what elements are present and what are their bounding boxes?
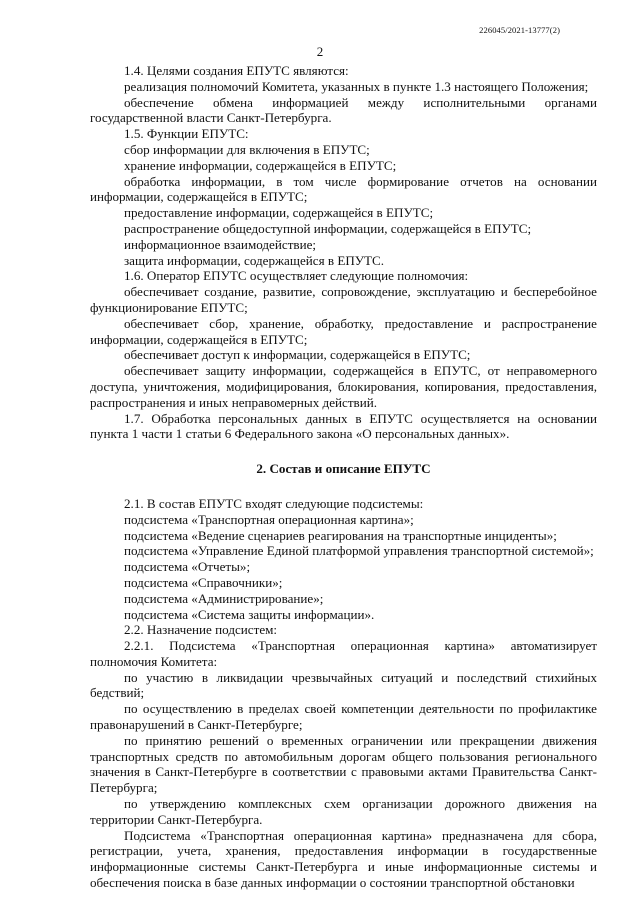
document-body bbox=[90, 63, 597, 891]
paragraph: обеспечивает создание, развитие, сопровождение, эксплуатацию и бесперебойное функционирование ЕПУТС; bbox=[90, 284, 597, 315]
paragraph: по утверждению комплексных схем организации дорожного движения на территории Санкт-Петербурга. bbox=[90, 796, 597, 827]
paragraph: реализация полномочий Комитета, указанных в пункте 1.3 настоящего Положения; bbox=[124, 78, 589, 94]
paragraph: Подсистема «Транспортная операционная картина» предназначена для сбора, регистрации, учета, хранения, предоставления информации в государственные информационные системы Санкт-Петербурга и иные информационные системы и обеспечения поиска в базе данных информации о состоянии транспортной обстановки bbox=[90, 827, 597, 891]
paragraph: 2.2. Назначение подсистем: bbox=[124, 622, 278, 638]
paragraph: 1.7. Обработка персональных данных в ЕПУТС осуществляется на основании пункта 1 части 1 статьи 6 Федерального закона «О персональных данных». bbox=[90, 410, 597, 442]
paragraph: информационное взаимодействие; bbox=[124, 236, 317, 252]
paragraph: подсистема «Справочники»; bbox=[124, 574, 283, 590]
paragraph: 1.5. Функции ЕПУТС: bbox=[124, 126, 249, 142]
paragraph: по участию в ликвидации чрезвычайных ситуаций и последствий стихийных бедствий; bbox=[90, 669, 597, 701]
section-2-body bbox=[90, 496, 597, 891]
paragraph: по принятию решений о временных ограничении или прекращении движения транспортных средств по автомобильным дорогам общего пользования регионального значения в Санкт-Петербурге в соответствии с правовыми актами Правительства Санкт-Петербурга; bbox=[90, 732, 597, 796]
paragraph: подсистема «Управление Единой платформой управления транспортной системой»; bbox=[124, 543, 594, 559]
paragraph: по осуществлению в пределах своей компетенции деятельности по профилактике правонарушений в Санкт-Петербурге; bbox=[90, 701, 597, 733]
paragraph: подсистема «Транспортная операционная картина»; bbox=[124, 511, 414, 527]
paragraph: 2.2.1. Подсистема «Транспортная операционная картина» автоматизирует полномочия Комитета: bbox=[90, 638, 597, 669]
paragraph: подсистема «Система защиты информации». bbox=[124, 606, 375, 622]
paragraph: распространение общедоступной информации, содержащейся в ЕПУТС; bbox=[124, 220, 532, 236]
paragraph: 1.4. Целями создания ЕПУТС являются: bbox=[124, 63, 349, 78]
paragraph: обеспечивает сбор, хранение, обработку, предоставление и распространение информации, содержащейся в ЕПУТС; bbox=[90, 315, 597, 347]
paragraph: сбор информации для включения в ЕПУТС; bbox=[124, 141, 370, 157]
page-number: 2 bbox=[316, 44, 324, 59]
paragraph: 1.6. Оператор ЕПУТС осуществляет следующие полномочия: bbox=[124, 268, 469, 284]
document-number: 226045/2021-13777(2) bbox=[479, 25, 560, 35]
paragraph: обеспечивает защиту информации, содержащейся в ЕПУТС, от неправомерного доступа, уничтожения, модифицирования, блокирования, копирования, предоставления, распространения и иных неправомерных действий. bbox=[90, 363, 597, 410]
paragraph: подсистема «Отчеты»; bbox=[124, 559, 251, 575]
section-2-heading: 2. Состав и описание ЕПУТС bbox=[256, 461, 431, 477]
paragraph: обеспечение обмена информацией между исполнительными органами государственной власти Санкт-Петербурга. bbox=[90, 94, 597, 126]
paragraph: подсистема «Администрирование»; bbox=[124, 590, 324, 606]
paragraph: обеспечивает доступ к информации, содержащейся в ЕПУТС; bbox=[124, 347, 471, 363]
paragraph: подсистема «Ведение сценариев реагирования на транспортные инциденты»; bbox=[124, 527, 557, 543]
paragraph: предоставление информации, содержащейся в ЕПУТС; bbox=[124, 205, 434, 221]
paragraph: обработка информации, в том числе формирование отчетов на основании информации, содержащейся в ЕПУТС; bbox=[90, 173, 597, 205]
paragraph: хранение информации, содержащейся в ЕПУТС; bbox=[124, 157, 397, 173]
section-1-body bbox=[90, 63, 597, 442]
paragraph: 2.1. В состав ЕПУТС входят следующие подсистемы: bbox=[124, 495, 424, 511]
paragraph: защита информации, содержащейся в ЕПУТС. bbox=[124, 252, 385, 268]
